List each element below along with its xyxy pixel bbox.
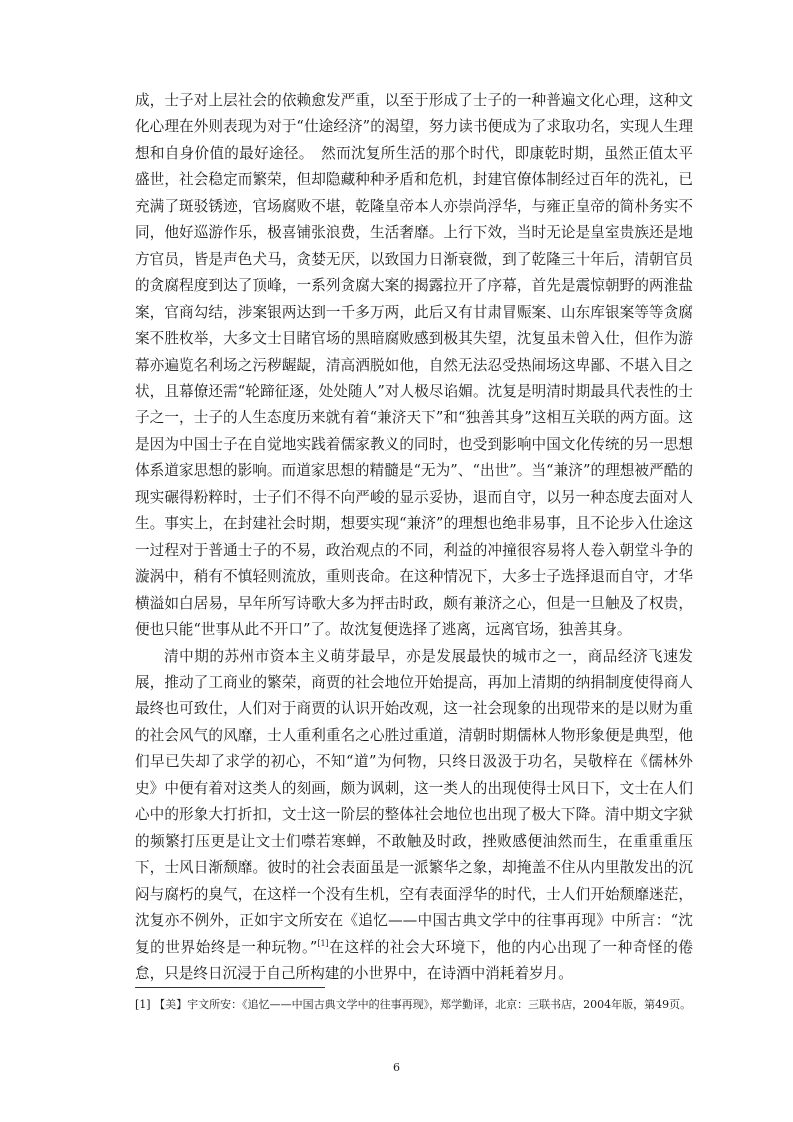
page-number: 6 bbox=[393, 1061, 400, 1074]
paragraph-1: 成，士子对上层社会的依赖愈发严重，以至于形成了士子的一种普遍文化心理，这种文化心理在外则表现为对于“仕途经济”的渴望，努力读书便成为了求取功名，实现人生理想和自身价值的最好途径。 然而沈复所生活的那个时代，即康乾时期，虽然正值太平盛世，社会稳定而繁荣，但却隐藏种种矛盾和危机，封建官僚体制经过百年的洗礼，已充满了斑驳锈迹，官场腐败不堪，乾隆皇帝本人亦崇尚浮华，与雍正皇帝的简朴务实不同，他好巡游作乐，极喜铺张浪费，生活奢靡。上行下效，当时无论是皇室贵族还是地方官员，皆是声色犬马，贪婪无厌，以致国力日渐衰微，到了乾隆三十年后，清朝官员的贪腐程度到达了顶峰，一系列贪腐大案的揭露拉开了序幕，首先是震惊朝野的两淮盐案，官商勾结，涉案银两达到一千多万两，此后又有甘肃冒赈案、山东库银案等等贪腐案不胜枚举，大多文士目睹官场的黑暗腐败感到极其失望，沈复虽未曾入仕，但作为游幕亦遍览名利场之污秽龌龊，清高洒脱如他，自然无法忍受热闹场这卑鄙、不堪入目之状，且幕僚还需“轮蹄征逐，处处随人”对人极尽谄媚。沈复是明清时期最具代表性的士子之一，士子的人生态度历来就有着“兼济天下”和“独善其身”这相互关联的两方面。这是因为中国士子在自觉地实践着儒家教义的同时，也受到影响中国文化传统的另一思想体系道家思想的影响。而道家思想的精髓是“无为”、“出世”。当“兼济”的理想被严酷的现实碾得粉粹时，士子们不得不向严峻的显示妥协，退而自守，以另一种态度去面对人生。事实上，在封建社会时期，想要实现“兼济”的理想也绝非易事，且不论步入仕途这一过程对于普通士子的不易，政治观点的不同，利益的冲撞很容易将人卷入朝堂斗争的漩涡中，稍有不慎轻则流放，重则丧命。在这种情况下，大多士子选择退而自守，才华横溢如白居易，早年所写诗歌大多为抨击时政，颇有兼济之心，但是一旦触及了权贵，便也只能“世事从此不开口”了。故沈复便选择了逃离，远离官场，独善其身。 bbox=[135, 92, 693, 639]
footnote-reference[interactable]: [1] bbox=[317, 938, 329, 948]
footnote: [1] 【美】宇文所安：《追忆——中国古典文学中的往事再现》，郑学勤译，北京：三联书店，2004年版，第49页。 bbox=[135, 998, 692, 1011]
paragraph-2 bbox=[135, 644, 693, 988]
paragraph-2-tail: 在这样的社会大环境下，他的内心出现了一种奇怪的倦怠，只是终日沉浸于自己所构建的小世界中，在诗酒中消耗着岁月。 bbox=[135, 938, 693, 982]
paragraph-2-text: 清中期的苏州市资本主义萌芽最早，亦是发展最快的城市之一，商品经济飞速发展，推动了工商业的繁荣，商贾的社会地位开始提高，再加上清期的纳捐制度使得商人最终也可致仕，人们对于商贾的认识开始改观，这一社会现象的出现带来的是以财为重的社会风气的风靡，士人重利重名之心胜过重道，清朝时期儒林人物形象便是典型，他们早已失却了求学的初心，不知“道”为何物，只终日汲汲于功名，吴敬梓在《儒林外史》中便有着对这类人的刻画，颇为讽刺，这一类人的出现使得士风日下，文士在人们心中的形象大打折扣，文士这一阶层的整体社会地位也出现了极大下降。清中期文字狱的频繁打压更是让文士们噤若寒蝉，不敢触及时政，挫败感便油然而生，在重重重压下，士风日渐颓靡。彼时的社会表面虽是一派繁华之象，却掩盖不住从内里散发出的沉闷与腐朽的臭气，在这样一个没有生机，空有表面浮华的时代，士人们开始颓靡迷茫，沈复亦不例外，正如宇文所安在《追忆——中国古典文学中的往事再现》中所言：“沈复的世界始终是一种玩物。” bbox=[135, 647, 693, 956]
footnote-divider bbox=[135, 987, 325, 988]
body-text bbox=[135, 88, 693, 987]
